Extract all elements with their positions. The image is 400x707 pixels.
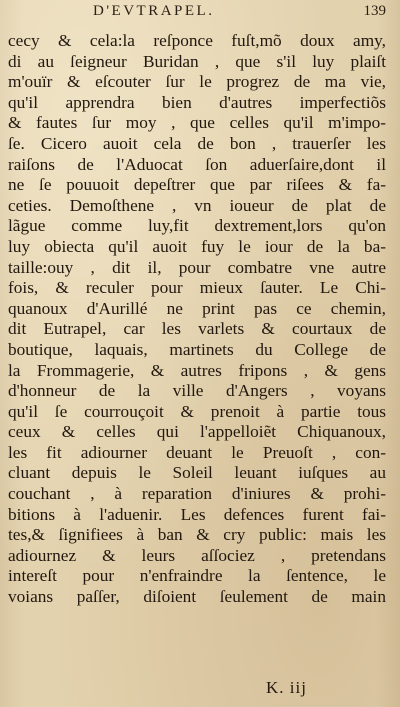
text-line: ne ſe pouuoit depeſtrer que par riſees & fa-: [8, 175, 386, 195]
text-line: qu'il apprendra bien d'autres imperfectiõs: [8, 92, 386, 112]
text-line: fois, & reculer pour mieux ſauter. Le Chi-: [8, 278, 386, 298]
text-line: cluant depuis le Soleil leuant iuſques au: [8, 463, 386, 483]
text-line: la Frommagerie, & autres fripons , & gens: [8, 360, 386, 380]
body-text: [8, 31, 386, 608]
text-line: tes,& ſignifiees à ban & cry public: mais les: [8, 525, 386, 545]
text-line: raiſons de l'Aduocat ſon aduerſaire,dont il: [8, 154, 386, 174]
text-line: di au ſeigneur Buridan , que s'il luy plaiſt: [8, 51, 386, 71]
text-line: ceux & celles qui l'appelloiẽt Chiquanoux,: [8, 422, 386, 442]
text-line: luy obiecta qu'il auoit fuy le iour de la ba-: [8, 236, 386, 256]
text-line: m'ouïr & eſcouter ſur le progrez de ma vie,: [8, 72, 386, 92]
text-line: cecy & cela:la reſponce fuſt,mõ doux amy,: [8, 31, 386, 50]
text-line: bitions à l'aduenir. Les defences furent fai-: [8, 504, 386, 524]
text-line: dit Eutrapel, car les varlets & courtaux de: [8, 319, 386, 339]
text-line: les fit adiourner deuant le Preuoſt , con-: [8, 442, 386, 462]
text-line: lãgue comme luy,fit dextrement,lors qu'on: [8, 216, 386, 236]
page-header: [0, 3, 400, 25]
text-line: & fautes ſur moy , que celles qu'il m'impo-: [8, 113, 386, 133]
text-line: d'honneur de la ville d'Angers , voyans: [8, 381, 386, 401]
signature-mark: K. iij: [266, 678, 307, 697]
page-number: 139: [363, 3, 386, 19]
text-line: boutique, laquais, martinets du College de: [8, 339, 386, 359]
text-line: ſe. Cicero auoit cela de bon , trauerſer les: [8, 133, 386, 153]
text-line: quanoux d'Aurillé ne print pas ce chemin,: [8, 298, 386, 318]
text-line: taille:ouy , dit il, pour combatre vne autre: [8, 257, 386, 277]
text-line: couchant , à reparation d'iniures & prohi-: [8, 484, 386, 504]
running-head: D'EVTRAPEL.: [93, 3, 215, 19]
text-line: qu'il ſe courrouçoit & prenoit à partie tous: [8, 401, 386, 421]
text-line: adiournez & leurs aſſociez , pretendans: [8, 545, 386, 565]
text-line: voians paſſer, diſoient ſeulement de main: [8, 587, 386, 607]
text-line: ceties. Demoſthene , vn ioueur de plat de: [8, 195, 386, 215]
text-line: intereſt pour n'enfraindre la ſentence, le: [8, 566, 386, 586]
